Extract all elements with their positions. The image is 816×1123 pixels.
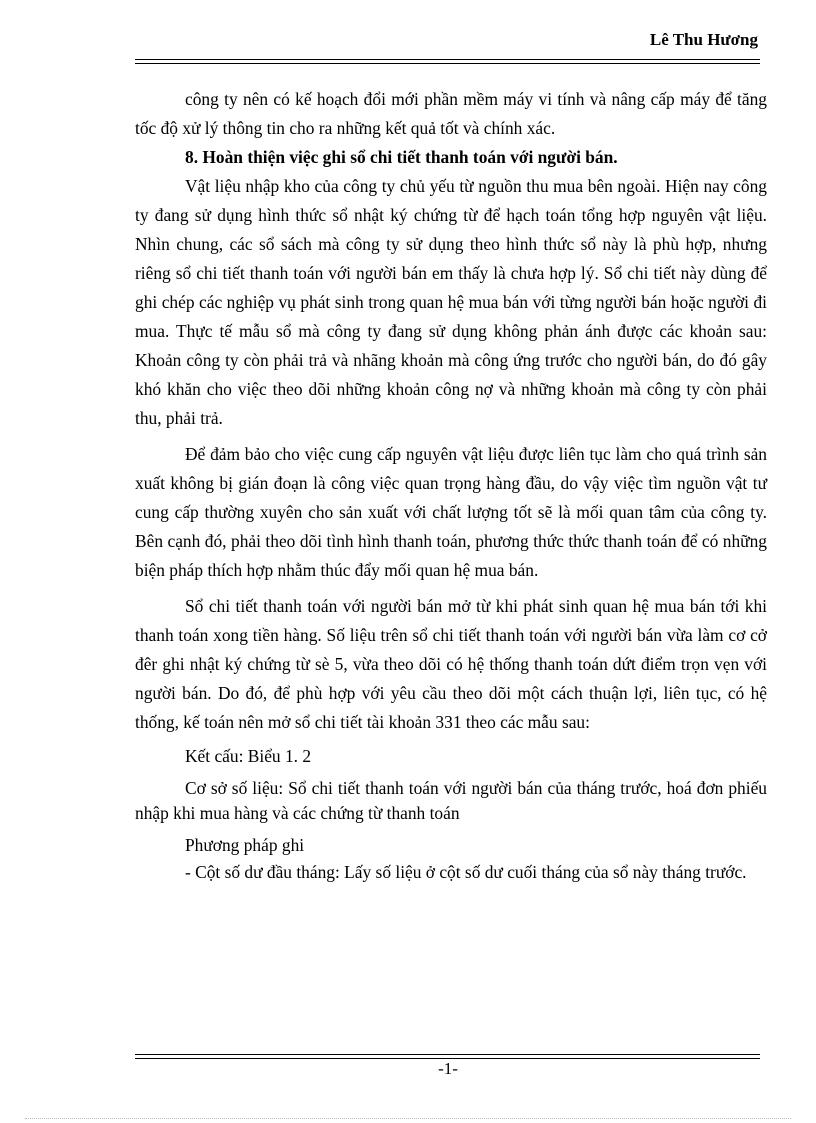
paragraph-intro: công ty nên có kế hoạch đổi mới phần mềm máy vi tính và nâng cấp máy để tăng tốc độ xử lý thông tin cho ra những kết quả tốt và chính xác.	[135, 89, 767, 138]
header-double-rule	[135, 59, 760, 64]
paragraph-structure: Kết cấu: Biểu 1. 2	[185, 746, 312, 766]
paragraph-3: Sổ chi tiết thanh toán với người bán mở từ khi phát sinh quan hệ mua bán tới khi thanh toán xong tiền hàng. Số liệu trên sổ chi tiết thanh toán với người bán vừa làm cơ cở đêr ghi nhật ký chứng từ sè 5, vừa theo dõi có hệ thống thanh toán dứt điểm trọn vẹn với người bán. Do đó, để phù hợp với yêu cầu theo dõi một cách thuận lợi, liên tục, có hệ thống, kế toán nên mở sổ chi tiết tài khoản 331 theo các mẫu sau:	[135, 596, 767, 732]
paragraph-2: Để đảm bảo cho việc cung cấp nguyên vật liệu được liên tục làm cho quá trình sản xuất không bị gián đoạn là công việc quan trọng hàng đầu, do vậy việc tìm nguồn vật tư cung cấp thường xuyên cho sản xuất với chất lượng tốt sẽ là mối quan tâm của công ty. Bên cạnh đó, phải theo dõi tình hình thanh toán, phương thức thức thanh toán để có những biện pháp thích hợp nhằm thúc đẩy mối quan hệ mua bán.	[135, 444, 767, 580]
document-body	[135, 85, 767, 885]
section-heading-8: 8. Hoàn thiện việc ghi sổ chi tiết thanh toán với người bán.	[185, 147, 618, 167]
paragraph-opening-balance: - Cột số dư đầu tháng: Lấy số liệu ở cột số dư cuối tháng của sổ này tháng trước.	[185, 862, 747, 882]
page-number: -1-	[438, 1059, 458, 1078]
page-edge-dotted-line	[25, 1118, 791, 1119]
paragraph-data-basis: Cơ sở số liệu: Sổ chi tiết thanh toán với người bán của tháng trước, hoá đơn phiếu nhập khi mua hàng và các chứng từ thanh toán	[135, 778, 767, 823]
paragraph-1: Vật liệu nhập kho của công ty chủ yếu từ nguồn thu mua bên ngoài. Hiện nay công ty đang sử dụng hình thức sổ nhật ký chứng từ để hạch toán tổng hợp nguyên vật liệu. Nhìn chung, các sổ sách mà công ty sử dụng theo hình thức sổ này là phù hợp, nhưng riêng sổ chi tiết thanh toán với người bán em thấy là chưa hợp lý. Sổ chi tiết này dùng để ghi chép các nghiệp vụ phát sinh trong quan hệ mua bán với từng người bán hoặc người đi mua. Thực tế mẫu sổ mà công ty đang sử dụng không phản ánh được các khoản sau: Khoản công ty còn phải trả và nhãng khoản mà công ứng trước cho người bán, do đó gây khó khăn cho việc theo dõi những khoản công nợ và những khoản mà công ty còn phải thu, phải trả.	[135, 176, 767, 428]
author-name: Lê Thu Hương	[649, 30, 758, 49]
paragraph-method: Phương pháp ghi	[185, 835, 305, 855]
